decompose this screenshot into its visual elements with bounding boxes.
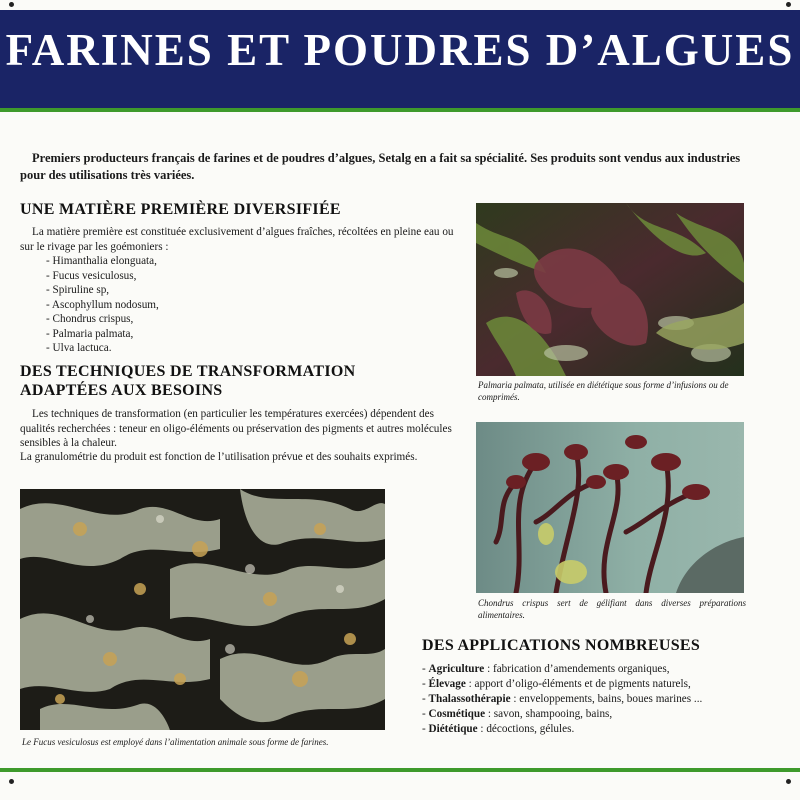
list-item: - Cosmétique : savon, shampooing, bains, <box>422 708 613 720</box>
section-heading-raw-material: UNE MATIÈRE PREMIÈRE DIVERSIFIÉE <box>20 201 341 218</box>
list-item: - Chondrus crispus, <box>46 313 134 325</box>
section-heading-applications: DES APPLICATIONS NOMBREUSES <box>422 637 701 654</box>
header-divider <box>0 108 800 112</box>
screw-bottom-left <box>9 779 14 784</box>
list-item: - Himanthalia elonguata, <box>46 255 157 267</box>
list-item: - Ascophyllum nodosum, <box>46 298 159 311</box>
list-item: - Thalassothérapie : enveloppements, bains, boues marines ... <box>422 693 703 705</box>
photo-fucus-vesiculosus <box>20 489 385 730</box>
photo-chondrus-crispus <box>476 422 744 593</box>
section-heading-techniques-line1: DES TECHNIQUES DE TRANSFORMATION <box>20 363 356 380</box>
caption-fucus: Le Fucus vesiculosus est employé dans l’alimentation animale sous forme de farines. <box>22 737 329 747</box>
species-list <box>20 254 320 356</box>
photo-palmaria-palmata <box>476 203 744 376</box>
caption-chondrus: Chondrus crispus sert de gélifiant dans diverses préparations alimentaires. <box>478 598 746 620</box>
list-item: - Élevage : apport d’oligo-éléments et de pigments naturels, <box>422 678 691 690</box>
list-item: - Palmaria palmata, <box>46 327 134 340</box>
techniques-text: Les techniques de transformation (en particulier les températures exercées) dépendent des qualités recherchées : teneur en oligo-éléments ou préservation des pigments et autres molécules sensibles à la chaleur. <box>20 408 452 449</box>
intro-paragraph: Premiers producteurs français de farines et de poudres d’algues, Setalg en a fait sa spécialité. Ses produits sont vendus aux industries pour des utilisations très variées. <box>20 151 741 182</box>
section-heading-techniques-line2: ADAPTÉES AUX BESOINS <box>20 382 223 399</box>
raw-material-text: La matière première est constituée exclusivement d’algues fraîches, récoltées en pleine eau ou sur le rivage par les goémoniers : <box>20 226 454 253</box>
list-item: - Diététique : décoctions, gélules. <box>422 723 575 735</box>
applications-list <box>422 662 782 737</box>
screw-top-left <box>9 2 14 7</box>
granulometry-text: La granulométrie du produit est fonction de l’utilisation prévue et des souhaits exprimés. <box>20 451 418 463</box>
list-item: - Agriculture : fabrication d’amendements organiques, <box>422 663 670 675</box>
page-title: FARINES ET POUDRES D’ALGUES <box>5 25 795 75</box>
list-item: - Ulva lactuca. <box>46 342 112 354</box>
list-item: - Spiruline sp, <box>46 284 110 296</box>
caption-palmaria: Palmaria palmata, utilisée en diététique sous forme d’infusions ou de comprimés. <box>478 380 729 402</box>
screw-bottom-right <box>786 779 791 784</box>
list-item: - Fucus vesiculosus, <box>46 269 137 282</box>
screw-top-right <box>786 2 791 7</box>
footer-divider <box>0 768 800 772</box>
